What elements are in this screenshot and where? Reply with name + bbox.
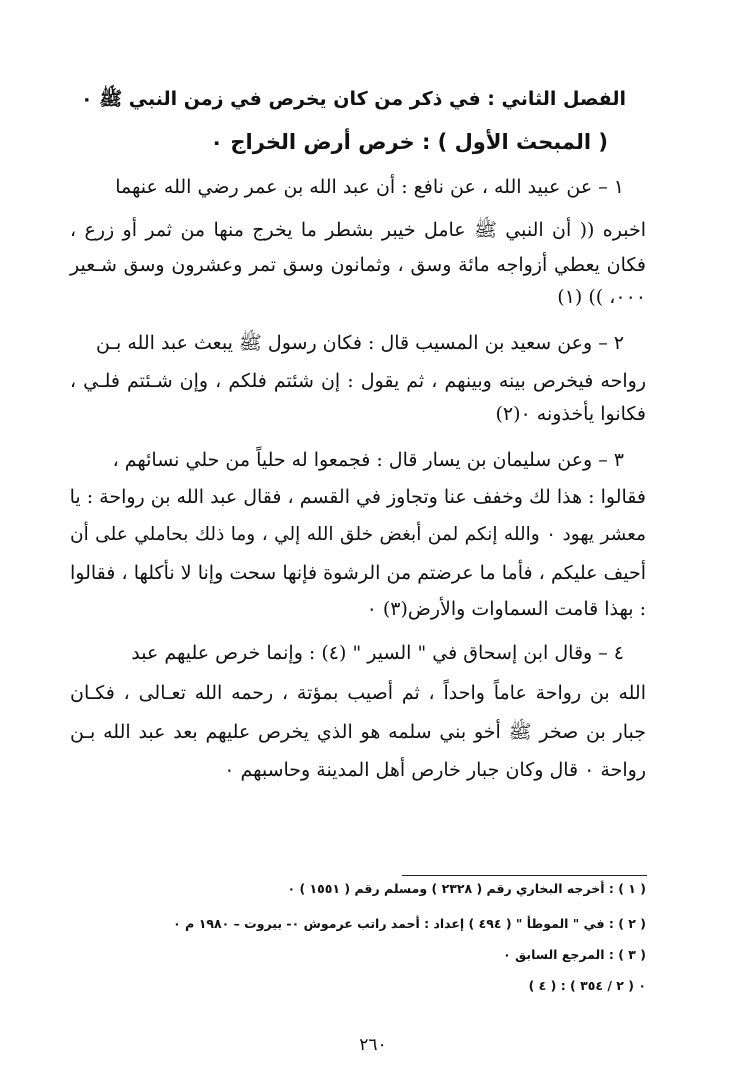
body-line: فكان يعطي أزواجه مائة وسق ، وثمانون وسق تمر وعشرون وسق شـعير — [70, 254, 646, 276]
footnote-separator — [402, 875, 647, 876]
body-line: جبار بن صخر ﷺ أخو بني سلمه هو الذي يخرص عليهم بعد عبد الله بـن — [70, 721, 646, 743]
body-line: رواحه فيخرص بينه وبينهم ، ثم يقول : إن شئتم فلكم ، وإن شـئتم فلـي ، — [70, 370, 646, 392]
footnote: ( ٣ ) : المرجع السابق ٠ — [503, 947, 646, 962]
body-line: ٢ – وعن سعيد بن المسيب قال : فكان رسول ﷺ يبعث عبد الله بـن — [96, 332, 624, 354]
body-line: فكانوا يأخذونه ٠(٢) — [495, 403, 646, 425]
section-title: ( المبحث الأول ) : خرص أرض الخراج ٠ — [210, 130, 608, 154]
body-line: : بهذا قامت السماوات والأرض(٣) ٠ — [366, 598, 646, 620]
body-line: ٠٠٠، )) (١) — [557, 286, 646, 308]
body-line: أحيف عليكم ، فأما ما عرضتم من الرشوة فإنها سحت وإنا لا نأكلها ، فقالوا — [70, 562, 646, 584]
body-line: ٣ – وعن سليمان بن يسار قال : فجمعوا له حلياً من حلي نسائهم ، — [112, 449, 624, 471]
chapter-title: الفصل الثاني : في ذكر من كان يخرص في زمن النبي ﷺ ٠ — [80, 88, 626, 110]
body-line: ٤ – وقال ابن إسحاق في " السير " (٤) : وإنما خرص عليهم عبد — [131, 642, 624, 664]
footnote: ( ٢ ) : في " الموطأ " ( ٤٩٤ ) إعداد : أحمد راتب عرموش ٠- بيروت – ١٩٨٠ م ٠ — [173, 916, 646, 931]
page-number: ٢٦٠ — [359, 1035, 387, 1055]
body-line: معشر يهود ٠ والله إنكم لمن أبغض خلق الله إلي ، وما ذلك بحاملي على أن — [70, 524, 646, 545]
body-line: اخبره (( أن النبي ﷺ عامل خيبر بشطر ما يخرج منها من ثمر أو زرع ، — [70, 219, 646, 241]
body-line: فقالوا : هذا لك وخفف عنا وتجاوز في القسم ، فقال عبد الله بن رواحة : يا — [69, 486, 646, 508]
body-line: الله بن رواحة عاماً واحداً ، ثم أصيب بمؤتة ، رحمه الله تعـالى ، فكـان — [70, 682, 646, 704]
body-line: ١ – عن عبيد الله ، عن نافع : أن عبد الله بن عمر رضي الله عنهما — [115, 176, 624, 198]
body-line: رواحة ٠ قال وكان جبار خارص أهل المدينة وحاسبهم ٠ — [224, 759, 646, 781]
footnote: ( ٤ ) : ( ٢ / ٣٥٤ ) ٠ — [528, 978, 646, 993]
footnote: ( ١ ) : أخرجه البخاري رقم ( ٢٣٢٨ ) ومسلم رقم ( ١٥٥١ ) ٠ — [287, 881, 646, 896]
